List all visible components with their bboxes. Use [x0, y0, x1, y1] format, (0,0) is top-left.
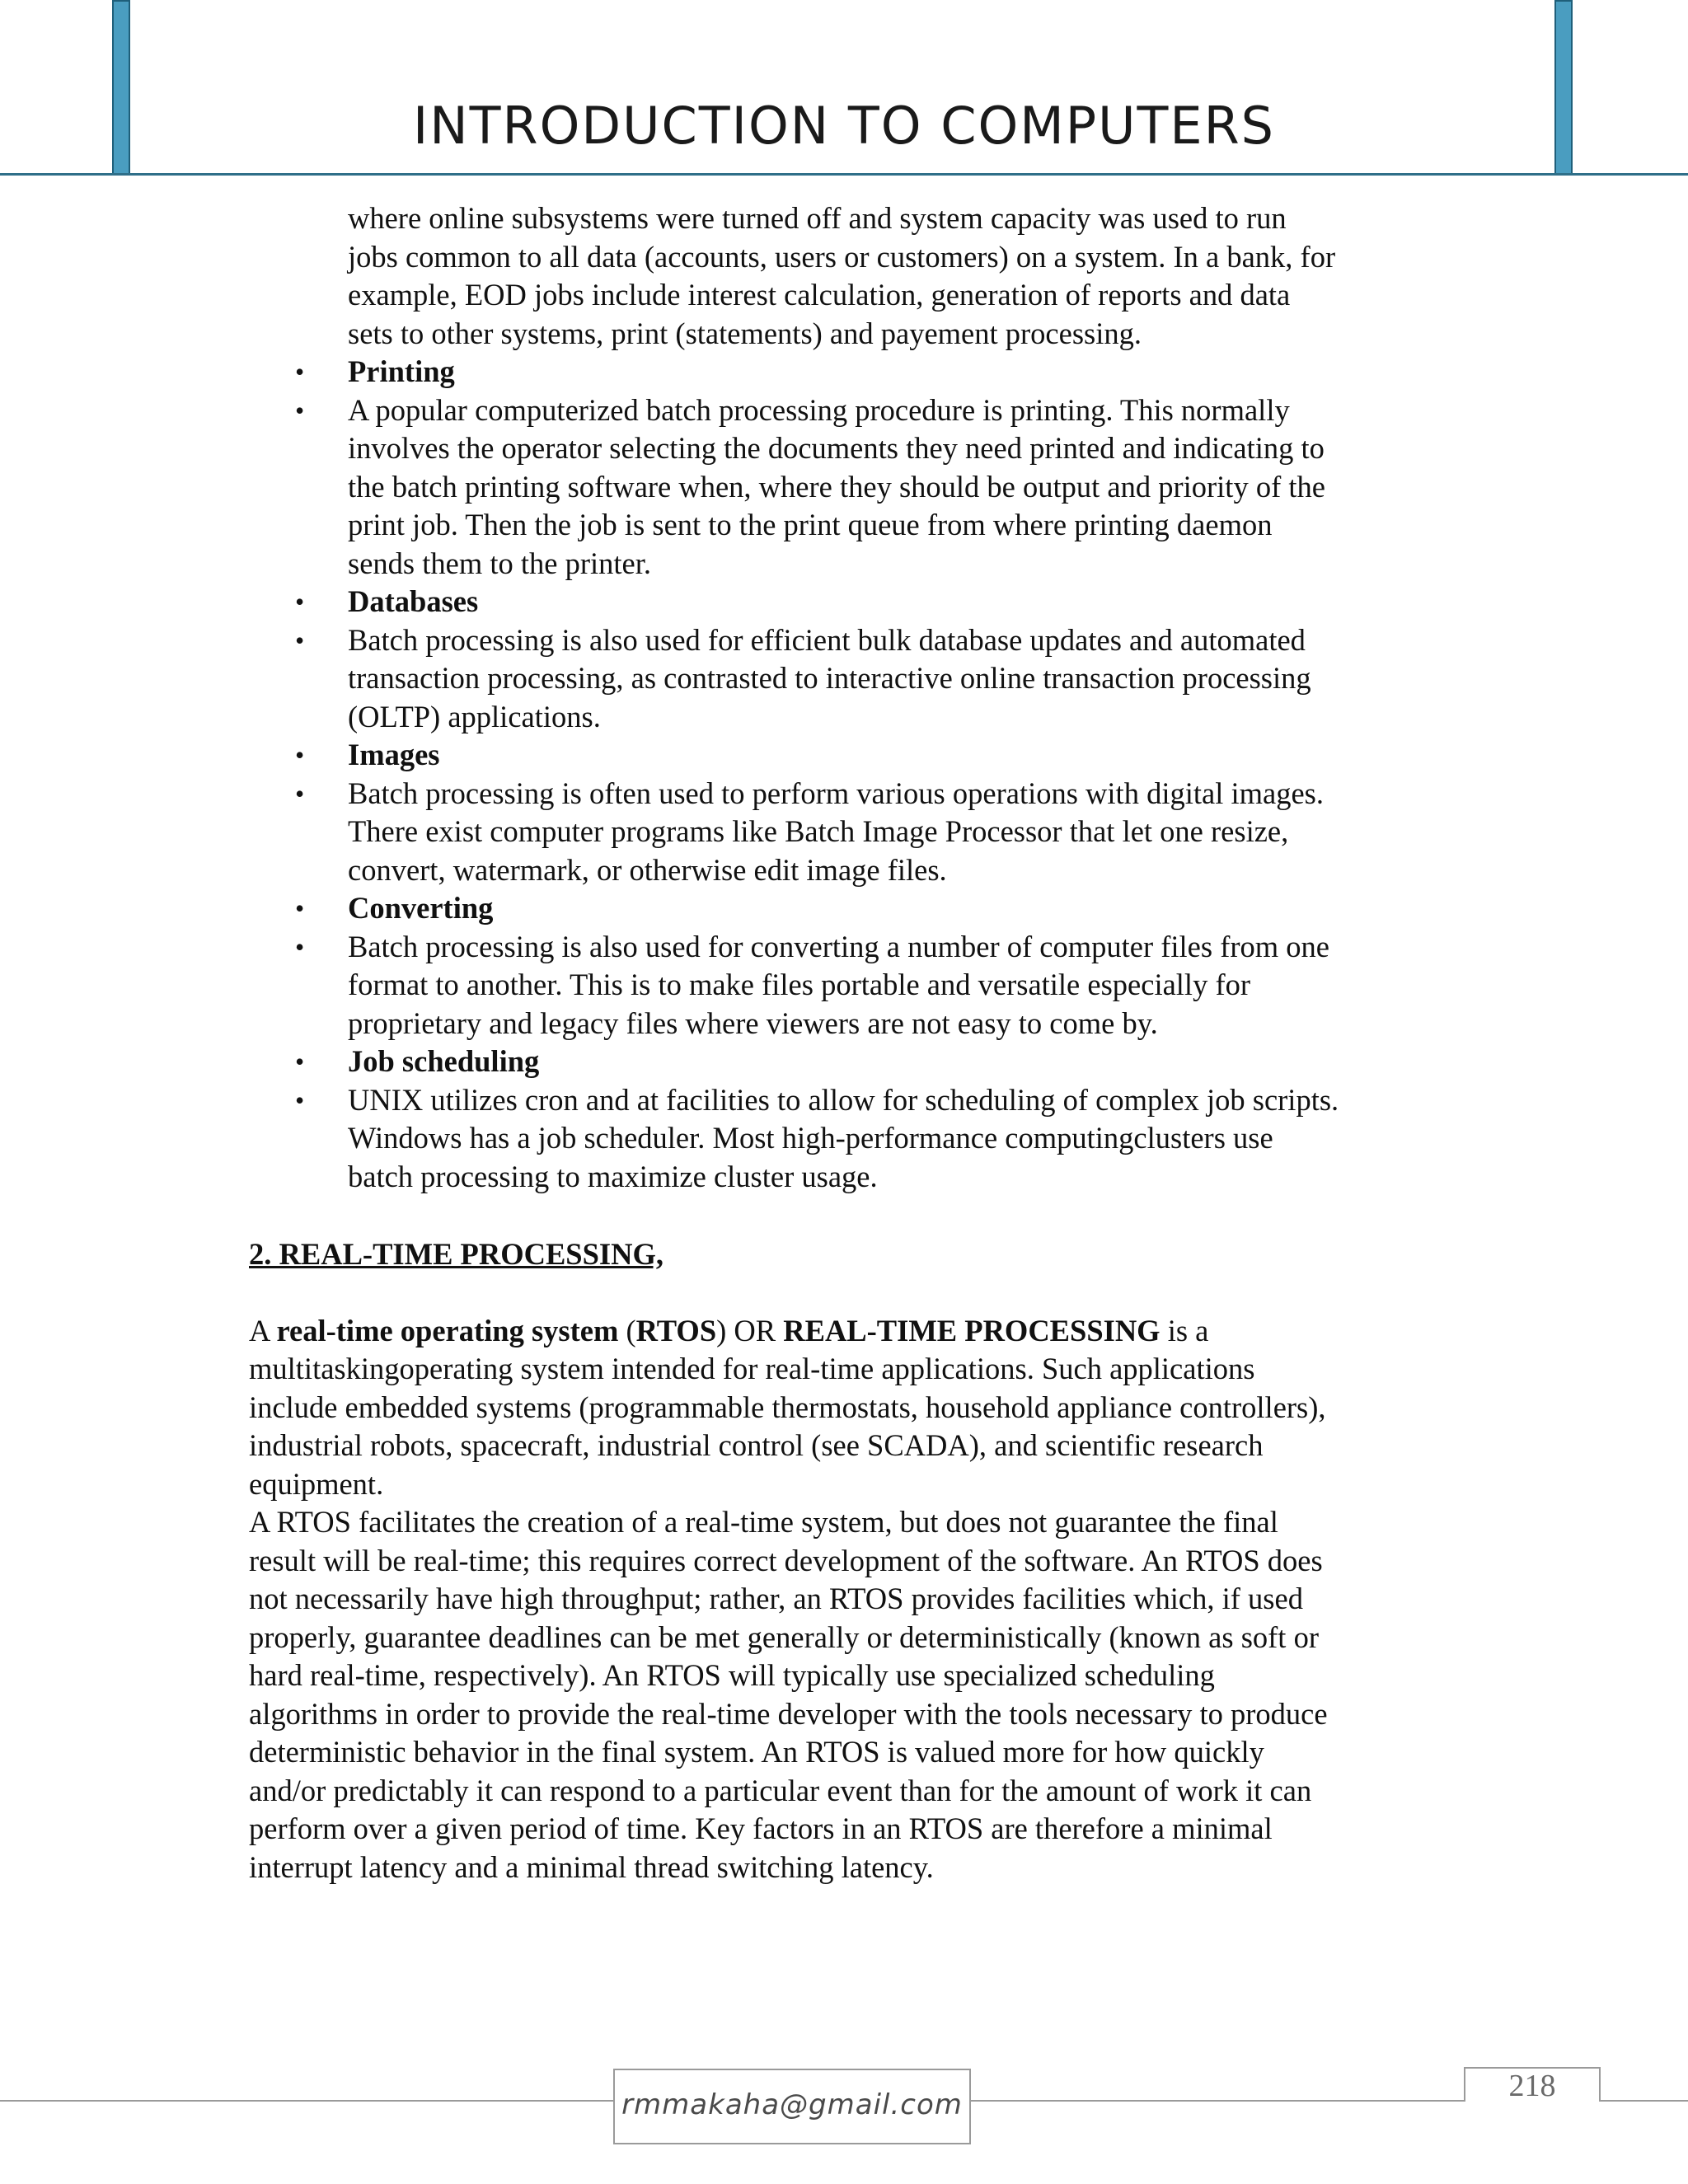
- footer-rule-left: [0, 2100, 613, 2102]
- bullet-heading: Databases: [348, 584, 479, 618]
- text-line: result will be real-time; this requires correct development of the software. An RTOS does: [249, 1543, 1323, 1577]
- intro-text: (: [618, 1313, 636, 1347]
- intro-bold-term: RTOS: [635, 1313, 717, 1347]
- text-line: deterministic behavior in the final system. An RTOS is valued more for how quickly: [249, 1735, 1264, 1769]
- bullet-heading: Printing: [348, 354, 455, 388]
- intro-text: ) OR: [716, 1313, 784, 1347]
- text-line: print job. Then the job is sent to the print queue from where printing daemon: [348, 508, 1273, 541]
- rtos-paragraph-2: [249, 1503, 1469, 1886]
- section-heading: 2. REAL-TIME PROCESSING,: [249, 1237, 663, 1271]
- bullet-icon: •: [295, 931, 305, 962]
- text-line: A RTOS facilitates the creation of a real-time system, but does not guarantee the final: [249, 1505, 1278, 1539]
- bullet-item-printing-heading: [249, 353, 1469, 391]
- text-line: transaction processing, as contrasted to interactive online transaction processing: [348, 661, 1311, 695]
- bullet-icon: •: [295, 625, 305, 655]
- rtos-paragraph-1: [249, 1312, 1469, 1504]
- bullet-icon: •: [295, 587, 305, 616]
- text-line: convert, watermark, or otherwise edit image files.: [348, 852, 947, 887]
- bullet-item-printing-text: [249, 391, 1469, 583]
- text-line: UNIX utilizes cron and at facilities to allow for scheduling of complex job scripts.: [348, 1082, 1339, 1117]
- bullet-icon: •: [295, 778, 305, 808]
- bullet-heading: Job scheduling: [348, 1044, 540, 1078]
- bullet-item-converting-text: [249, 928, 1469, 1043]
- bullet-icon: •: [295, 1047, 305, 1076]
- bullet-icon: •: [295, 893, 305, 923]
- text-line: multitaskingoperating system intended for real-time applications. Such applications: [249, 1352, 1255, 1385]
- text-line: Batch processing is also used for efficient bulk database updates and automated: [348, 622, 1306, 657]
- continuation-paragraph: [348, 199, 1469, 353]
- text-line: batch processing to maximize cluster usage.: [348, 1159, 878, 1193]
- page-number: 218: [1508, 2069, 1556, 2103]
- text-line: involves the operator selecting the documents they need printed and indicating to: [348, 431, 1325, 465]
- text-line: industrial robots, spacecraft, industrial control (see SCADA), and scientific research: [249, 1428, 1264, 1462]
- bullet-item-databases-heading: [249, 583, 1469, 621]
- footer-email: rmmakaha@gmail.com: [621, 2088, 963, 2121]
- bullet-list: [249, 353, 1469, 1196]
- intro-bold-term: real-time operating system: [276, 1313, 619, 1347]
- text-line: hard real-time, respectively). An RTOS will typically use specialized scheduling: [249, 1658, 1215, 1692]
- text-line: proprietary and legacy files where viewers are not easy to come by.: [348, 1005, 1158, 1040]
- bullet-icon: •: [295, 740, 305, 770]
- bullet-item-converting-heading: [249, 889, 1469, 928]
- text-line: properly, guarantee deadlines can be met generally or deterministically (known as soft or: [249, 1619, 1319, 1654]
- text-line: example, EOD jobs include interest calculation, generation of reports and data: [348, 278, 1291, 312]
- text-line: where online subsystems were turned off and system capacity was used to run: [348, 201, 1287, 235]
- bullet-item-images-text: [249, 775, 1469, 890]
- bullet-item-databases-text: [249, 621, 1469, 737]
- text-line: interrupt latency and a minimal thread switching latency.: [249, 1849, 934, 1884]
- text-line: format to another. This is to make files portable and versatile especially for: [348, 968, 1250, 1001]
- text-line: sets to other systems, print (statements) and payement processing.: [348, 316, 1142, 350]
- bullet-heading: Converting: [348, 891, 494, 925]
- intro-bold-term: REAL-TIME PROCESSING: [783, 1313, 1160, 1347]
- intro-text: is a: [1160, 1313, 1209, 1347]
- bullet-icon: •: [295, 357, 305, 387]
- page-header-title: INTRODUCTION TO COMPUTERS: [412, 96, 1276, 156]
- text-line: Batch processing is often used to perform various operations with digital images.: [348, 776, 1324, 810]
- footer-email-box: [613, 2069, 971, 2144]
- text-line: and/or predictably it can respond to a particular event than for the amount of work it can: [249, 1773, 1312, 1807]
- bullet-item-job-scheduling-text: [249, 1081, 1469, 1197]
- footer-rule-middle: [971, 2100, 1464, 2102]
- text-line: Windows has a job scheduler. Most high-performance computingclusters use: [348, 1121, 1273, 1155]
- bullet-icon: •: [295, 1085, 305, 1115]
- text-line: the batch printing software when, where they should be output and priority of the: [348, 469, 1325, 504]
- text-line: There exist computer programs like Batch Image Processor that let one resize,: [348, 814, 1289, 848]
- bullet-item-job-scheduling-heading: [249, 1043, 1469, 1081]
- text-line: sends them to the printer.: [348, 546, 651, 580]
- text-line: Batch processing is also used for converting a number of computer files from one: [348, 929, 1329, 963]
- text-line: jobs common to all data (accounts, users or customers) on a system. In a bank, for: [348, 239, 1336, 274]
- text-line: algorithms in order to provide the real-time developer with the tools necessary to produce: [249, 1696, 1328, 1731]
- bullet-item-images-heading: [249, 736, 1469, 775]
- footer-rule-right: [1601, 2100, 1688, 2102]
- text-line: perform over a given period of time. Key factors in an RTOS are therefore a minimal: [249, 1811, 1273, 1845]
- text-line: not necessarily have high throughput; rather, an RTOS provides facilities which, if used: [249, 1582, 1303, 1615]
- header-rule: [0, 173, 1688, 176]
- intro-text: A: [249, 1313, 277, 1347]
- text-line: A popular computerized batch processing procedure is printing. This normally: [348, 392, 1290, 427]
- page-content: [249, 199, 1469, 1886]
- bullet-icon: •: [295, 395, 305, 425]
- text-line: include embedded systems (programmable thermostats, household appliance controllers),: [249, 1390, 1326, 1424]
- text-line: (OLTP) applications.: [348, 699, 601, 733]
- bullet-heading: Images: [348, 738, 440, 771]
- text-line: equipment.: [249, 1466, 384, 1501]
